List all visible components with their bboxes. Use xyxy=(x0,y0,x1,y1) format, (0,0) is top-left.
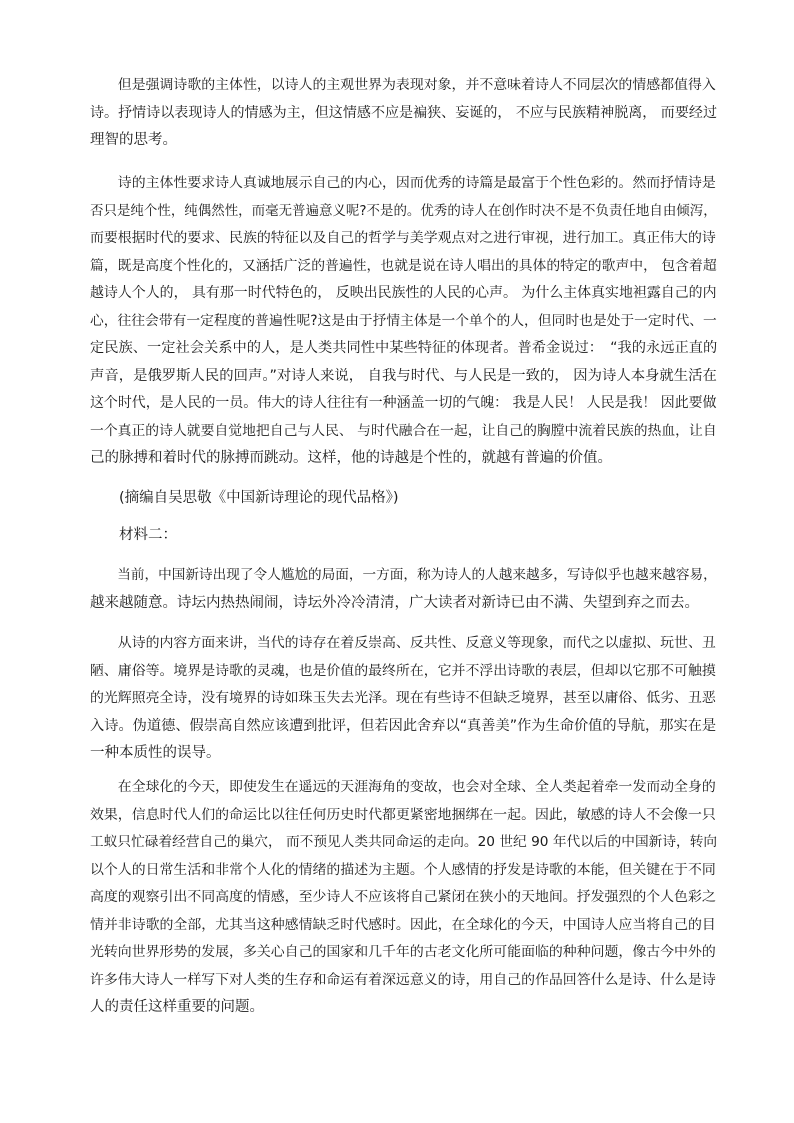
text-line: 在全球化的今天，即使发生在遥远的天涯海角的变故，也会对全球、全人类起着牵一发而动全身的 xyxy=(90,779,716,795)
section-heading-material-two xyxy=(90,522,720,550)
text-line: 否只是纯个性，纯偶然性，而毫无普遍意义呢?不是的。优秀的诗人在创作时决不是不负责任地自由倾泻， xyxy=(90,202,717,219)
text-line: 的光辉照亮全诗，没有境界的诗如珠玉失去光泽。现在有些诗不但缺乏境界，甚至以庸俗、低劣、丑恶 xyxy=(90,690,716,706)
text-line: 定民族、一定社会关系中的人，是人类共同性中某些特征的体现者。普希金说过： “我的永远正直的 xyxy=(90,340,718,356)
text-line: 越来越随意。诗坛内热热闹闹，诗坛外冷冷清清，广大读者对新诗已由不满、失望到弃之而去。 xyxy=(90,594,699,611)
text-line: 一种本质性的误导。 xyxy=(90,745,221,761)
text-line: 理智的思考。 xyxy=(90,132,177,148)
text-line: 篇，既是高度个性化的，又涵括广泛的普遍性，也就是说在诗人唱出的具体的特定的歌声中， 包含着超 xyxy=(90,257,717,274)
text-line: 情并非诗歌的全部，尤其当这种感情缺乏时代感时。因此，在全球化的今天，中国诗人应当将自己的目 xyxy=(90,916,716,933)
text-line: 这个时代，是人民的一员。伟大的诗人往往有一种涵盖一切的气魄： 我是人民！ 人民是我！ 因此要做 xyxy=(90,395,717,411)
text-line: 陋、庸俗等。境界是诗歌的灵魂，也是价值的最终所在，它并不浮出诗歌的表层，但却以它那不可触摸 xyxy=(90,662,716,679)
text-line: 越诗人个人的， 具有那一时代特色的， 反映出民族性的人民的心声。 为什么主体真实地袒露自己的内 xyxy=(90,285,717,301)
text-line: 但是强调诗歌的主体性，以诗人的主观世界为表现对象，并不意味着诗人不同层次的情感都值得入 xyxy=(90,77,716,93)
text-line: (摘编自吴思敬《中国新诗理论的现代品格》) xyxy=(90,490,399,506)
text-line: 以个人的日常生活和非常个人化的情绪的描述为主题。个人感情的抒发是诗歌的本能，但关键在于不同 xyxy=(90,861,716,878)
source-citation xyxy=(90,485,720,513)
paragraph-content-realm xyxy=(90,630,720,768)
text-line: 高度的观察引出不同高度的情感，至少诗人不应该将自己紧闭在狭小的天地间。抒发强烈的个人色彩之 xyxy=(90,889,716,905)
text-line: 许多伟大诗人一样写下对人类的生存和命运有着深远意义的诗，用自己的作品回答什么是诗、什么是诗 xyxy=(90,971,716,988)
text-line: 诗。抒情诗以表现诗人的情感为主，但这情感不应是褊狭、妄诞的， 不应与民族精神脱离， 而要经过 xyxy=(90,104,717,121)
text-line: 工蚁只忙碌着经营自己的巢穴， 而不预见人类共同命运的走向。20 世纪 90 年代以后的中国新诗，转向 xyxy=(90,834,718,850)
paragraph-globalization xyxy=(90,774,720,1022)
text-line: 从诗的内容方面来讲，当代的诗存在着反崇高、反共性、反意义等现象，而代之以虚拟、玩世、丑 xyxy=(90,635,716,651)
paragraph-individuality-universality xyxy=(90,170,720,473)
text-line: 而要根据时代的要求、民族的特征以及自己的哲学与美学观点对之进行审视，进行加工。真正伟大的诗 xyxy=(90,230,716,246)
text-line: 心，往往会带有一定程度的普遍性呢?这是由于抒情主体是一个单个的人，但同时也是处于一定时代、一 xyxy=(90,312,717,329)
text-line: 人的责任这样重要的问题。 xyxy=(90,999,264,1015)
text-line: 诗的主体性要求诗人真诚地展示自己的内心，因而优秀的诗篇是最富于个性色彩的。然而抒情诗是 xyxy=(90,175,716,191)
text-line: 入诗。伪道德、假崇高自然应该遭到批评，但若因此舍弃以“真善美”作为生命价值的导航，那实在是 xyxy=(90,717,717,734)
text-line: 效果，信息时代人们的命运比以往任何历史时代都更紧密地捆绑在一起。因此，敏感的诗人不会像一只 xyxy=(90,806,716,823)
paragraph-awkward-situation xyxy=(90,562,720,617)
text-line: 己的脉搏和着时代的脉搏而跳动。这样，他的诗越是个性的，就越有普遍的价值。 xyxy=(90,450,612,466)
text-line: 材料二： xyxy=(90,527,177,543)
text-line: 光转向世界形势的发展，多关心自己的国家和几千年的古老文化所可能面临的种种问题，像古今中外的 xyxy=(90,944,716,960)
text-line: 当前，中国新诗出现了令人尴尬的局面，一方面，称为诗人的人越来越多，写诗似乎也越来越容易， xyxy=(90,567,717,583)
text-line: 声音，是俄罗斯人民的回声。”对诗人来说， 自我与时代、与人民是一致的， 因为诗人本身就生活在 xyxy=(90,367,717,384)
paragraph-subjectivity-emotion xyxy=(90,72,720,155)
text-line: 一个真正的诗人就要自觉地把自己与人民、 与时代融合在一起，让自己的胸膛中流着民族的热血，让自 xyxy=(90,422,717,439)
